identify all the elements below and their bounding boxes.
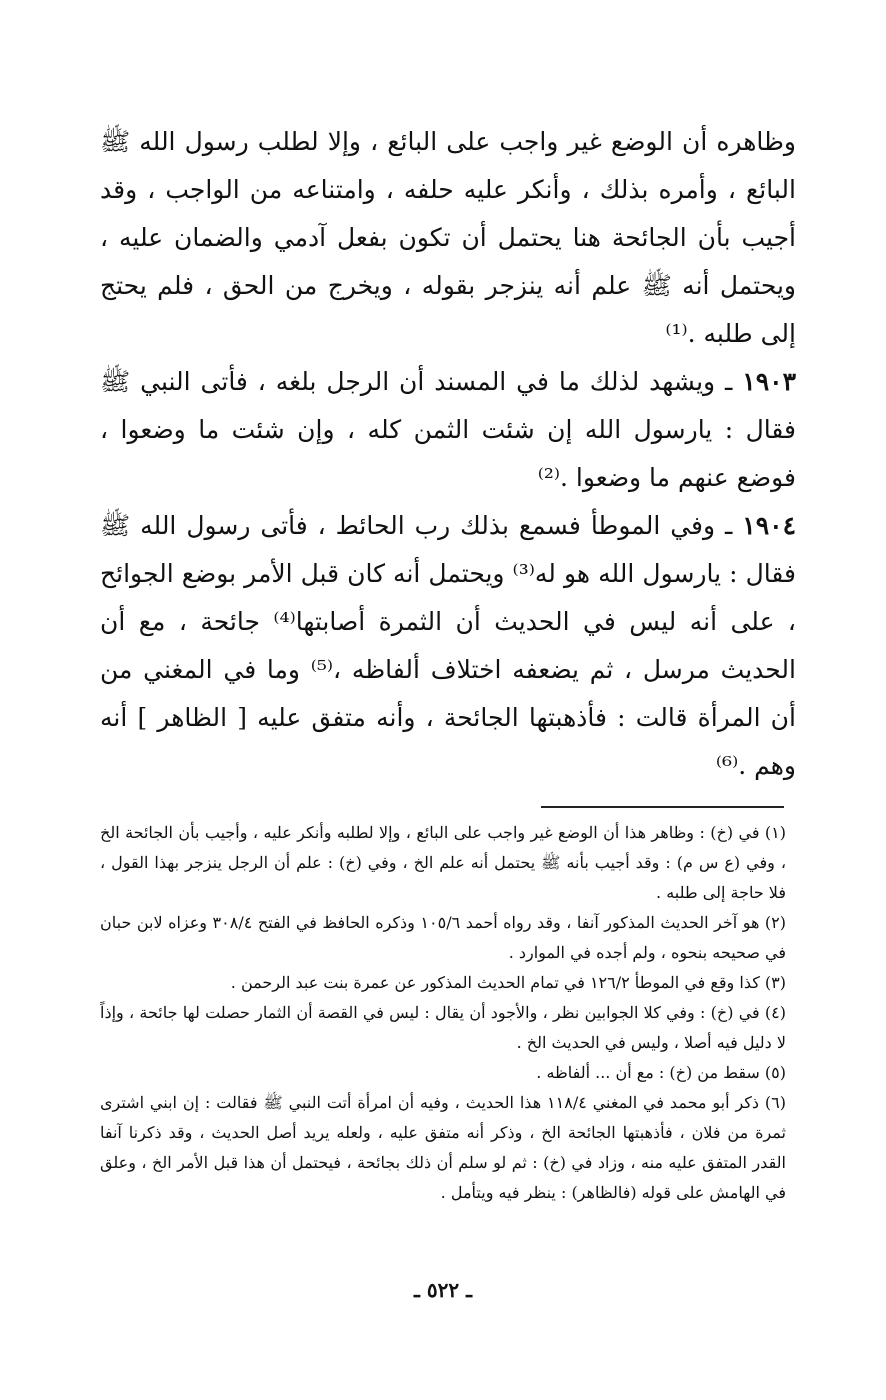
entry-1904 <box>100 502 796 790</box>
footnotes <box>100 818 786 1208</box>
footnote-2: (٢) هو آخر الحديث المذكور آنفا ، وقد رواه أحمد ١٠٥/٦ وذكره الحافظ في الفتح ٣٠٨/٤ وعزاه لابن حبان في صحيحه بنحوه ، ولم أجده في الموارد . <box>100 913 787 962</box>
entry-text: وفي الموطأ فسمع بذلك رب الحائط ، فأتى رسول الله ﷺ فقال : يارسول الله هو له⁽³⁾ ويحتمل أنه كان قبل الأمر بوضع الجوائح ، على أنه ليس في الحديث أن الثمرة أصابتها⁽⁴⁾ جائحة ، مع أن الحديث مرسل ، ثم يضعفه اختلاف ألفاظه ،⁽⁵⁾ وما في المغني من أن المرأة قالت : فأذهبتها الجائحة ، وأنه متفق عليه [ الظاهر ] أنه وهم .⁽⁶⁾ <box>100 511 796 780</box>
footnote-3: (٣) كذا وقع في الموطأ ١٢٦/٢ في تمام الحديث المذكور عن عمرة بنت عبد الرحمن . <box>230 973 786 992</box>
entry-separator: ـ <box>715 367 743 396</box>
entry-number: ١٩٠٤ <box>742 511 796 540</box>
footnote-divider <box>541 806 784 808</box>
footnote-6: (٦) ذكر أبو محمد في المغني ١١٨/٤ هذا الحديث ، وفيه أن امرأة أتت النبي ﷺ فقالت : إن ابني اشترى ثمرة من فلان ، فأذهبتها الجائحة الخ ، وذكر أنه متفق عليه ، ولعله يريد أصل الحديث ، وقد ذكرنا آنفا القدر المتفق عليه منه ، وزاد في (خ) : ثم لو سلم أن ذلك بجائحة ، فيحتمل أن هذا قبل الأمر الخ ، وعلق في الهامش على قوله (فالظاهر) : ينظر فيه ويتأمل . <box>100 1093 786 1202</box>
entry-1903 <box>100 358 796 502</box>
main-text <box>100 118 796 790</box>
page-number: ـ ٥٢٢ ـ <box>414 1278 472 1302</box>
entry-text: ويشهد لذلك ما في المسند أن الرجل بلغه ، فأتى النبي ﷺ فقال : يارسول الله إن شئت الثمن كله ، وإن شئت ما وضعوا ، فوضع عنهم ما وضعوا .⁽²⁾ <box>100 367 796 492</box>
intro-paragraph: وظاهره أن الوضع غير واجب على البائع ، وإلا لطلب رسول الله ﷺ البائع ، وأمره بذلك ، وأنكر عليه حلفه ، وامتناعه من الواجب ، وقد أجيب بأن الجائحة هنا يحتمل أن تكون بفعل آدمي والضمان عليه ، ويحتمل أنه ﷺ علم أنه ينزجر بقوله ، ويخرج من الحق ، فلم يحتج إلى طلبه .⁽¹⁾ <box>100 127 796 348</box>
footnote-1: (١) في (خ) : وظاهر هذا أن الوضع غير واجب على البائع ، وإلا لطلبه وأنكر عليه ، وأجيب بأن الجائحة الخ ، وفي (ع س م) : وقد أجيب بأنه ﷺ يحتمل أنه علم الخ ، وفي (خ) : علم أن الرجل ينزجر بهذا القول ، فلا حاجة إلى طلبه . <box>100 823 786 902</box>
footnote-5: (٥) سقط من (خ) : مع أن ... ألفاظه . <box>536 1063 786 1082</box>
entry-separator: ـ <box>715 511 743 540</box>
entry-number: ١٩٠٣ <box>742 367 796 396</box>
footnote-4: (٤) في (خ) : وفي كلا الجوابين نظر ، والأجود أن يقال : ليس في القصة أن الثمار حصلت لها جائحة ، وإذاً لا دليل فيه أصلا ، وليس في الحديث الخ . <box>100 1003 786 1052</box>
